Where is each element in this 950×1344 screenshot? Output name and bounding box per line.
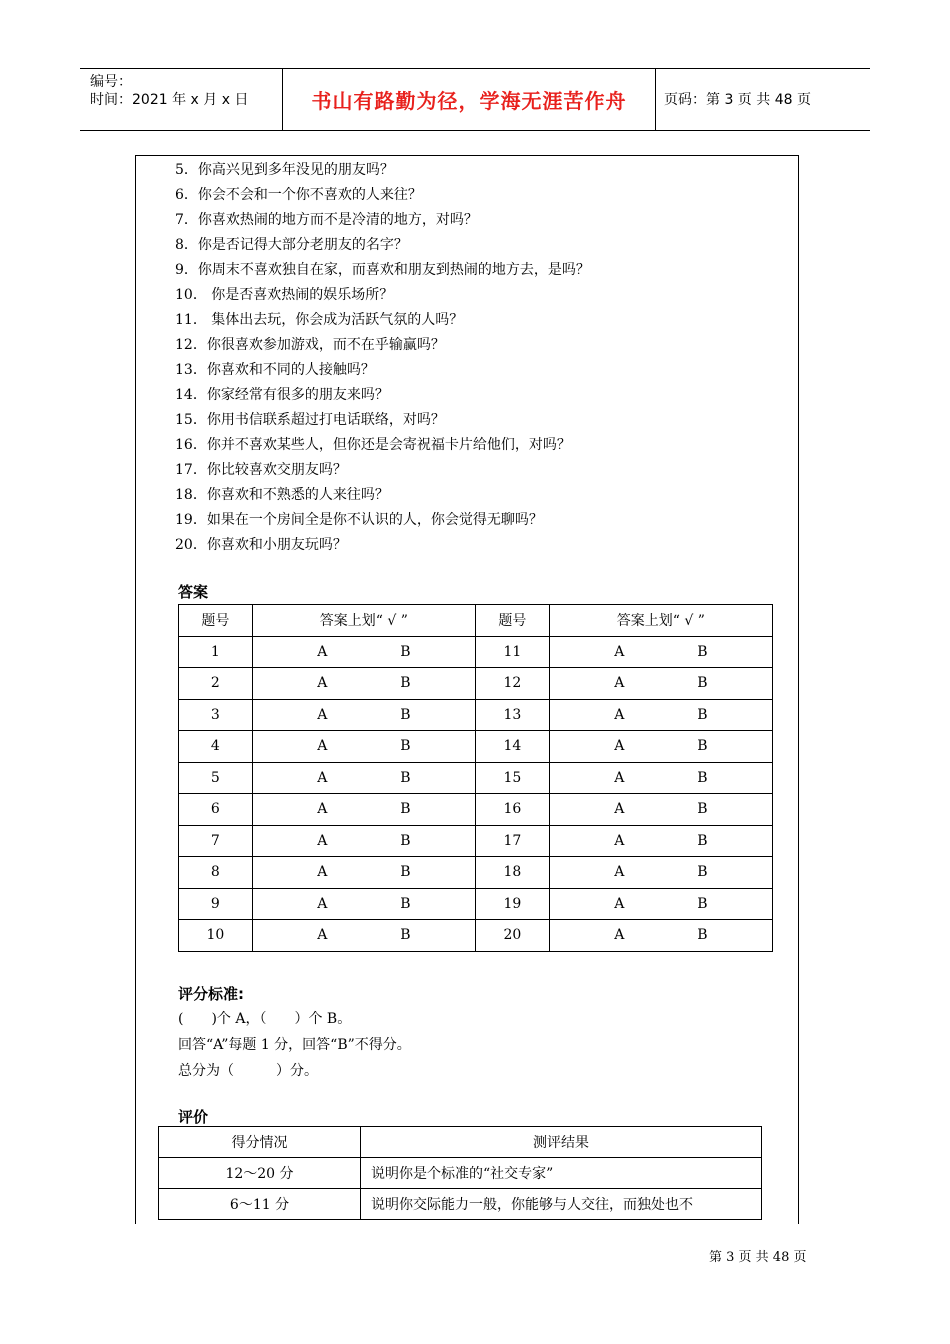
table-row bbox=[159, 1158, 762, 1189]
result-text: 说明你是个标准的“社交专家” bbox=[361, 1158, 762, 1189]
question-item: 19．如果在一个房间全是你不认识的人，你会觉得无聊吗？ bbox=[175, 512, 543, 528]
option-b[interactable]: B bbox=[400, 706, 411, 723]
question-number: 5 bbox=[179, 762, 253, 794]
option-b[interactable]: B bbox=[697, 769, 708, 786]
option-a[interactable]: A bbox=[317, 864, 328, 881]
scoring-line: 总分为（ ）分。 bbox=[178, 1063, 318, 1079]
page-footer: 第 3 页 共 48 页 bbox=[709, 1250, 807, 1265]
scoring-line: 回答“A”每题 1 分，回答“B”不得分。 bbox=[178, 1037, 411, 1053]
answer-options bbox=[252, 668, 475, 700]
answer-options bbox=[549, 920, 772, 952]
answer-options bbox=[252, 825, 475, 857]
question-item: 5．你高兴见到多年没见的朋友吗？ bbox=[175, 162, 394, 178]
answer-options bbox=[549, 762, 772, 794]
question-item: 13．你喜欢和不同的人接触吗？ bbox=[175, 362, 375, 378]
table-row bbox=[179, 731, 773, 763]
table-row bbox=[179, 699, 773, 731]
column-header: 题号 bbox=[475, 605, 549, 637]
option-b[interactable]: B bbox=[400, 927, 411, 944]
option-a[interactable]: A bbox=[614, 643, 625, 660]
option-a[interactable]: A bbox=[317, 895, 328, 912]
option-b[interactable]: B bbox=[400, 832, 411, 849]
question-number: 18 bbox=[475, 857, 549, 889]
question-item: 16．你并不喜欢某些人，但你还是会寄祝福卡片给他们，对吗？ bbox=[175, 437, 571, 453]
question-number: 14 bbox=[475, 731, 549, 763]
option-a[interactable]: A bbox=[317, 706, 328, 723]
question-number: 3 bbox=[179, 699, 253, 731]
option-b[interactable]: B bbox=[697, 801, 708, 818]
option-a[interactable]: A bbox=[614, 864, 625, 881]
score-range: 12～20 分 bbox=[159, 1158, 361, 1189]
answer-options bbox=[549, 794, 772, 826]
question-number: 17 bbox=[475, 825, 549, 857]
option-a[interactable]: A bbox=[614, 675, 625, 692]
question-number: 8 bbox=[179, 857, 253, 889]
table-row bbox=[179, 857, 773, 889]
option-b[interactable]: B bbox=[400, 675, 411, 692]
header-divider bbox=[655, 69, 656, 130]
option-b[interactable]: B bbox=[697, 738, 708, 755]
question-number: 16 bbox=[475, 794, 549, 826]
option-a[interactable]: A bbox=[317, 927, 328, 944]
option-b[interactable]: B bbox=[697, 675, 708, 692]
answer-options bbox=[549, 857, 772, 889]
result-text: 说明你交际能力一般，你能够与人交往，而独处也不 bbox=[361, 1189, 762, 1220]
answer-table-header bbox=[179, 605, 773, 637]
evaluation-table bbox=[158, 1126, 762, 1220]
question-number: 15 bbox=[475, 762, 549, 794]
option-a[interactable]: A bbox=[317, 769, 328, 786]
answer-options bbox=[549, 731, 772, 763]
option-a[interactable]: A bbox=[614, 832, 625, 849]
question-item: 20．你喜欢和小朋友玩吗？ bbox=[175, 537, 347, 553]
table-row bbox=[179, 920, 773, 952]
option-a[interactable]: A bbox=[614, 927, 625, 944]
question-item: 17．你比较喜欢交朋友吗？ bbox=[175, 462, 347, 478]
option-a[interactable]: A bbox=[317, 832, 328, 849]
answer-options bbox=[252, 857, 475, 889]
scoring-rules bbox=[178, 1006, 411, 1084]
option-b[interactable]: B bbox=[697, 927, 708, 944]
option-b[interactable]: B bbox=[400, 895, 411, 912]
question-number: 1 bbox=[179, 636, 253, 668]
scoring-heading: 评分标准: bbox=[178, 985, 244, 1003]
question-number: 13 bbox=[475, 699, 549, 731]
evaluation-table-header bbox=[159, 1127, 762, 1158]
option-a[interactable]: A bbox=[614, 706, 625, 723]
question-item: 10． 你是否喜欢热闹的娱乐场所？ bbox=[175, 287, 394, 303]
score-range: 6～11 分 bbox=[159, 1189, 361, 1220]
table-row bbox=[179, 794, 773, 826]
answer-options bbox=[549, 825, 772, 857]
option-b[interactable]: B bbox=[697, 643, 708, 660]
column-header: 题号 bbox=[179, 605, 253, 637]
code-label: 编号： bbox=[90, 74, 132, 90]
option-b[interactable]: B bbox=[400, 769, 411, 786]
question-number: 10 bbox=[179, 920, 253, 952]
option-b[interactable]: B bbox=[697, 895, 708, 912]
question-item: 8．你是否记得大部分老朋友的名字？ bbox=[175, 237, 408, 253]
question-number: 19 bbox=[475, 888, 549, 920]
option-b[interactable]: B bbox=[697, 706, 708, 723]
option-b[interactable]: B bbox=[697, 832, 708, 849]
question-item: 9．你周末不喜欢独自在家，而喜欢和朋友到热闹的地方去，是吗？ bbox=[175, 262, 590, 278]
question-number: 11 bbox=[475, 636, 549, 668]
question-number: 20 bbox=[475, 920, 549, 952]
answer-options bbox=[252, 762, 475, 794]
question-number: 7 bbox=[179, 825, 253, 857]
option-a[interactable]: A bbox=[317, 643, 328, 660]
question-number: 6 bbox=[179, 794, 253, 826]
question-item: 12．你很喜欢参加游戏，而不在乎输赢吗？ bbox=[175, 337, 445, 353]
scoring-line: ( )个 A，（ ）个 B。 bbox=[178, 1011, 352, 1027]
question-item: 14．你家经常有很多的朋友来吗？ bbox=[175, 387, 389, 403]
option-a[interactable]: A bbox=[614, 895, 625, 912]
answer-table bbox=[178, 604, 773, 952]
answer-options bbox=[252, 731, 475, 763]
answer-options bbox=[252, 920, 475, 952]
header-meta bbox=[90, 73, 248, 109]
option-b[interactable]: B bbox=[400, 801, 411, 818]
answer-options bbox=[252, 699, 475, 731]
answer-options bbox=[252, 794, 475, 826]
answer-options bbox=[549, 636, 772, 668]
table-row bbox=[179, 762, 773, 794]
option-a[interactable]: A bbox=[317, 738, 328, 755]
option-b[interactable]: B bbox=[400, 643, 411, 660]
option-b[interactable]: B bbox=[400, 738, 411, 755]
option-a[interactable]: A bbox=[317, 675, 328, 692]
page-header bbox=[80, 68, 870, 131]
option-b[interactable]: B bbox=[697, 864, 708, 881]
question-item: 18．你喜欢和不熟悉的人来往吗？ bbox=[175, 487, 389, 503]
question-item: 6．你会不会和一个你不喜欢的人来往？ bbox=[175, 187, 422, 203]
question-item: 15．你用书信联系超过打电话联络，对吗？ bbox=[175, 412, 445, 428]
answer-options bbox=[549, 668, 772, 700]
question-number: 2 bbox=[179, 668, 253, 700]
column-header: 答案上划“ √ ” bbox=[549, 605, 772, 637]
column-header: 答案上划“ √ ” bbox=[252, 605, 475, 637]
header-page-label: 页码：第 3 页 共 48 页 bbox=[664, 92, 811, 108]
question-number: 12 bbox=[475, 668, 549, 700]
question-number: 4 bbox=[179, 731, 253, 763]
answer-options bbox=[252, 888, 475, 920]
table-row bbox=[179, 636, 773, 668]
answer-options bbox=[549, 888, 772, 920]
table-row bbox=[179, 668, 773, 700]
table-row bbox=[179, 888, 773, 920]
option-a[interactable]: A bbox=[614, 801, 625, 818]
table-row bbox=[179, 825, 773, 857]
question-item: 11． 集体出去玩，你会成为活跃气氛的人吗？ bbox=[175, 312, 464, 328]
evaluation-heading: 评价 bbox=[178, 1108, 209, 1126]
question-item: 7．你喜欢热闹的地方而不是冷清的地方，对吗？ bbox=[175, 212, 478, 228]
option-a[interactable]: A bbox=[614, 769, 625, 786]
column-header: 得分情况 bbox=[159, 1127, 361, 1158]
column-header: 测评结果 bbox=[361, 1127, 762, 1158]
option-b[interactable]: B bbox=[400, 864, 411, 881]
header-motto: 书山有路勤为径，学海无涯苦作舟 bbox=[311, 89, 627, 113]
answer-options bbox=[252, 636, 475, 668]
time-label: 时间：2021 年 x 月 x 日 bbox=[90, 92, 249, 108]
answers-heading: 答案 bbox=[178, 583, 209, 601]
question-list bbox=[175, 158, 590, 558]
option-a[interactable]: A bbox=[614, 738, 625, 755]
table-row bbox=[159, 1189, 762, 1220]
option-a[interactable]: A bbox=[317, 801, 328, 818]
answer-options bbox=[549, 699, 772, 731]
question-number: 9 bbox=[179, 888, 253, 920]
